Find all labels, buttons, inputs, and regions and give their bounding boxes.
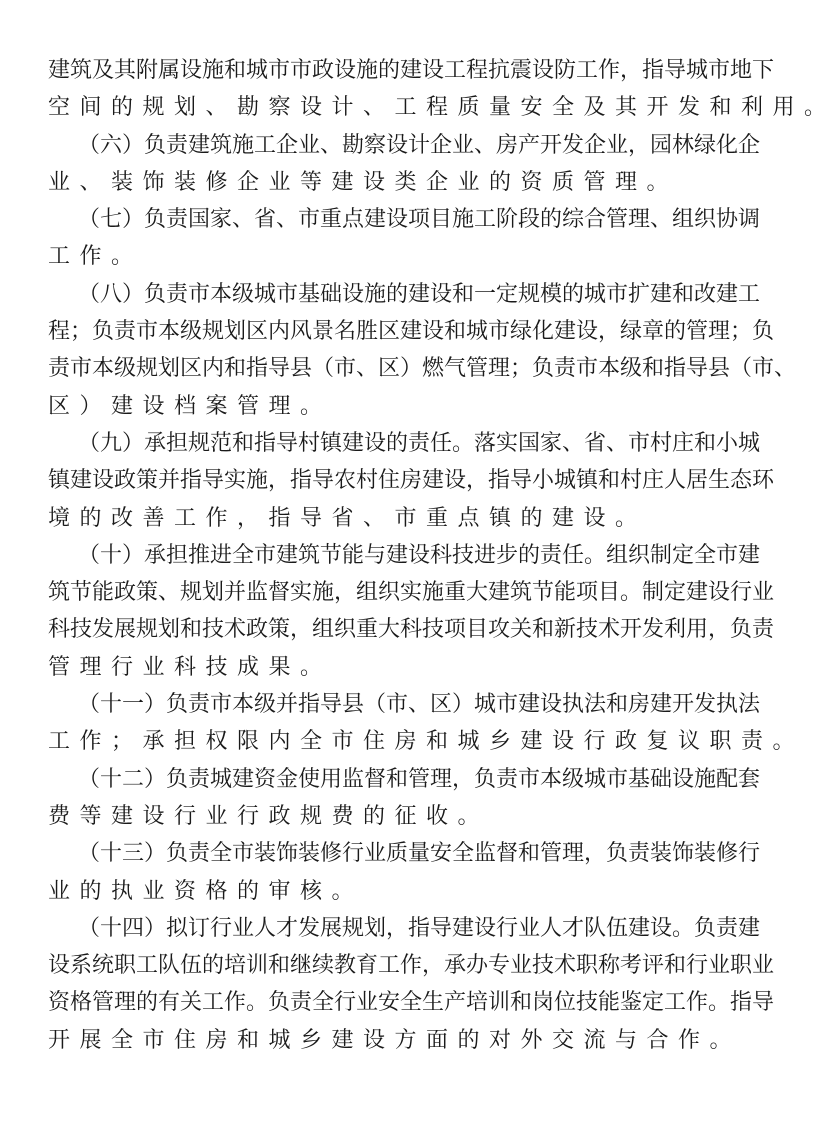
text-line: 管理行业科技成果。 — [48, 654, 332, 680]
text-line: （十二）负责城建资金使用监督和管理，负责市本级城市基础设施配套 — [78, 766, 761, 792]
paragraph — [48, 201, 761, 276]
paragraph — [48, 127, 761, 202]
text-line: 区）建设档案管理。 — [48, 393, 332, 419]
text-line: 筑节能政策、规划并监督实施，组织实施重大建筑节能项目。制定建设行业 — [48, 580, 775, 606]
text-line: 责市本级规划区内和指导县（市、区）燃气管理；负责市本级和指导县（市、 — [48, 356, 797, 382]
paragraph — [48, 537, 775, 686]
text-line: 业的执业资格的审核。 — [48, 878, 364, 904]
text-line: 境的改善工作，指导省、市重点镇的建设。 — [48, 505, 647, 531]
text-line: 工作；承担权限内全市住房和城乡建设行政复议职责。 — [48, 729, 805, 755]
text-line: 设系统职工队伍的培训和继续教育工作，承办专业技术职称考评和行业职业 — [48, 953, 775, 979]
paragraph — [48, 425, 775, 537]
text-line: （十三）负责全市装饰装修行业质量安全监督和管理，负责装饰装修行 — [78, 841, 761, 867]
text-line: （十一）负责市本级并指导县（市、区）城市建设执法和房建开发执法 — [78, 692, 761, 718]
text-line: （七）负责国家、省、市重点建设项目施工阶段的综合管理、组织协调 — [78, 207, 761, 233]
text-line: 科技发展规划和技术政策，组织重大科技项目攻关和新技术开发利用，负责 — [48, 617, 775, 643]
paragraph — [48, 910, 775, 1059]
text-line: （十四）拟订行业人才发展规划，指导建设行业人才队伍建设。负责建 — [78, 915, 761, 941]
text-line: 业、装饰装修企业等建设类企业的资质管理。 — [48, 169, 679, 195]
text-line: 镇建设政策并指导实施，指导农村住房建设，指导小城镇和村庄人居生态环 — [48, 468, 775, 494]
text-line: 费等建设行业行政规费的征收。 — [48, 803, 490, 829]
text-line: （八）负责市本级城市基础设施的建设和一定规模的城市扩建和改建工 — [78, 281, 761, 307]
text-line: （九）承担规范和指导村镇建设的责任。落实国家、省、市村庄和小城 — [78, 430, 761, 456]
paragraph — [48, 686, 805, 761]
paragraph — [48, 835, 761, 910]
text-line: 建筑及其附属设施和城市市政设施的建设工程抗震设防工作，指导城市地下 — [48, 58, 775, 83]
text-line: （十）承担推进全市建筑节能与建设科技进步的责任。组织制定全市建 — [78, 542, 761, 568]
paragraph — [48, 276, 797, 425]
text-line: 空间的规划、勘察设计、工程质量安全及其开发和利用。 — [48, 95, 836, 121]
text-line: 程；负责市本级规划区内风景名胜区建设和城市绿化建设，绿章的管理；负 — [48, 319, 775, 345]
paragraph — [48, 52, 836, 127]
document-page — [48, 52, 836, 1059]
text-line: （六）负责建筑施工企业、勘察设计企业、房产开发企业，园林绿化企 — [78, 132, 761, 158]
text-line: 开展全市住房和城乡建设方面的对外交流与合作。 — [48, 1027, 742, 1053]
paragraph — [48, 761, 761, 836]
text-line: 资格管理的有关工作。负责全行业安全生产培训和岗位技能鉴定工作。指导 — [48, 990, 775, 1016]
text-line: 工作。 — [48, 244, 143, 270]
